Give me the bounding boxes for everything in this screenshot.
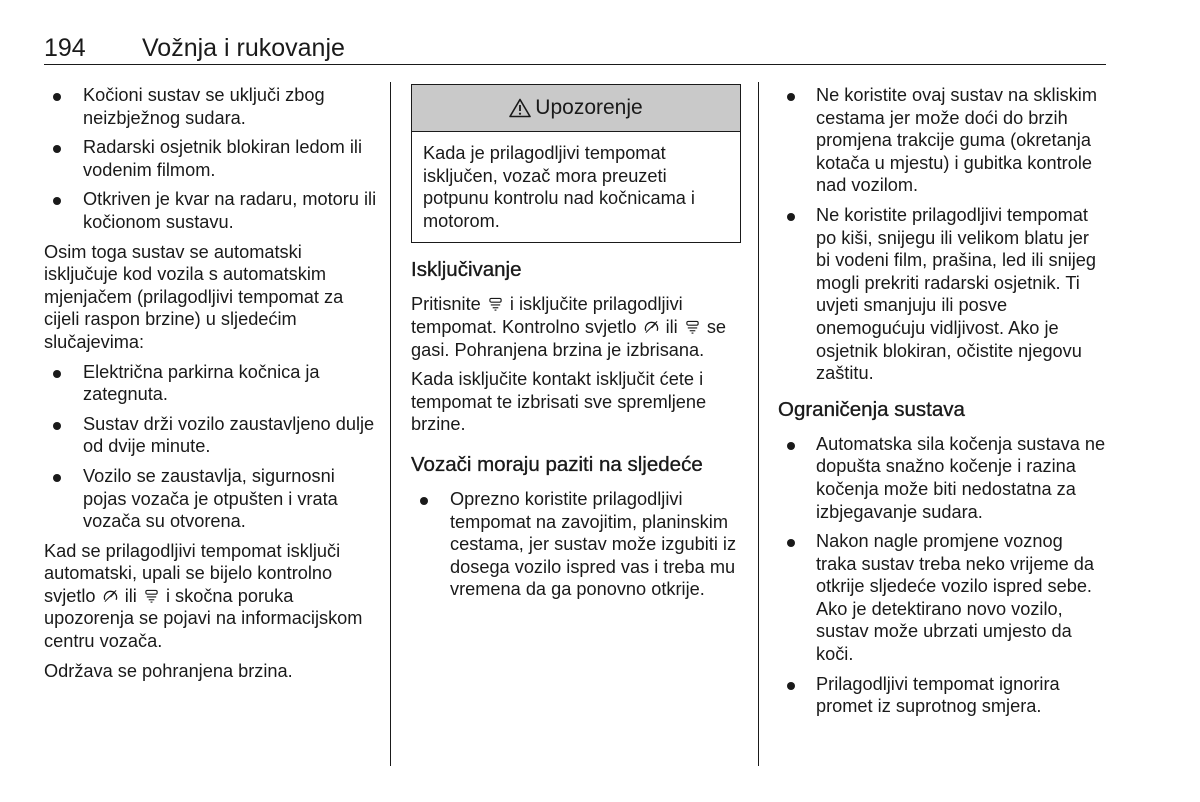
bullet-icon — [53, 422, 61, 430]
page-header — [44, 34, 1106, 65]
bullet-list — [778, 84, 1108, 385]
bullet-icon — [787, 682, 795, 690]
adaptive-cruise-control-icon — [488, 297, 503, 311]
bullet-list — [44, 84, 380, 234]
bullet-icon — [53, 93, 61, 101]
cruise-control-speedometer-icon — [103, 589, 118, 603]
bullet-icon — [53, 197, 61, 205]
bullet-list — [778, 433, 1108, 718]
section-heading: Ograničenja sustava — [778, 397, 965, 421]
section-heading: Vozači moraju paziti na sljedeće — [411, 452, 703, 476]
chapter-title: Vožnja i rukovanje — [142, 34, 345, 62]
adaptive-cruise-control-icon — [685, 320, 700, 334]
bullet-icon — [53, 145, 61, 153]
list-item: Kočioni sustav se uključi zbog neizbježnog sudara. — [44, 84, 380, 129]
bullet-icon — [53, 474, 61, 482]
list-item: Prilagodljivi tempomat ignorira promet iz suprotnog smjera. — [778, 673, 1108, 718]
bullet-icon — [787, 442, 795, 450]
column-divider — [390, 82, 391, 766]
warning-triangle-icon — [509, 98, 531, 118]
list-item: Električna parkirna kočnica ja zategnuta. — [44, 361, 380, 406]
bullet-list — [411, 488, 741, 601]
column-middle — [411, 84, 741, 608]
list-item: Automatska sila kočenja sustava ne dopušta snažno kočenje i razina kočenja može biti nedostatna za izbjegavanje sudara. — [778, 433, 1108, 523]
adaptive-cruise-control-icon — [144, 589, 159, 603]
bullet-icon — [53, 370, 61, 378]
list-item: Oprezno koristite prilagodljivi tempomat na zavojitim, planinskim cestama, jer sustav može izgubiti iz dosega vozilo ispred vas i treba mu vremena da ga ponovno otkrije. — [411, 488, 741, 601]
paragraph: Kada isključite kontakt isključit ćete i tempomat te izbrisati sve spremljene brzine. — [411, 369, 707, 435]
paragraph: Održava se pohranjena brzina. — [44, 660, 293, 681]
bullet-list — [44, 361, 380, 533]
bullet-icon — [787, 93, 795, 101]
list-item: Sustav drži vozilo zaustavljeno dulje od dvije minute. — [44, 413, 380, 458]
list-item: Vozilo se zaustavlja, sigurnosni pojas vozača je otpušten i vrata vozača su otvorena. — [44, 465, 380, 533]
warning-header — [412, 85, 740, 132]
paragraph: Pritisnite i isključite prilagodljivi tempomat. Kontrolno svjetlo ili se gasi. Pohranjena brzina je izbrisana. — [411, 294, 727, 360]
warning-title: Upozorenje — [535, 95, 643, 119]
bullet-icon — [787, 539, 795, 547]
paragraph: Osim toga sustav se automatski isključuje kod vozila s automatskim mjenjačem (prilagodljivi tempomat za cijeli raspon brzine) u sljedećim slučajevima: — [44, 241, 344, 352]
list-item: Ne koristite ovaj sustav na skliskim cestama jer može doći do brzih promjena trakcije guma (okretanja kotača u mjestu) i gubitka kontrole nad vozilom. — [778, 84, 1108, 197]
list-item: Ne koristite prilagodljivi tempomat po kiši, snijegu ili velikom blatu jer bi vodeni film, prašina, led ili snijeg mogli prekriti radarski osjetnik. Ti uvjeti smanjuju ili posve onemogućuju vidljivost. Ako je osjetnik blokiran, očistite njegovu zaštitu. — [778, 204, 1108, 385]
section-heading: Isključivanje — [411, 258, 522, 282]
warning-box — [411, 84, 741, 243]
paragraph: Kad se prilagodljivi tempomat isključi automatski, upali se bijelo kontrolno svjetlo ili i skočna poruka upozorenja se pojavi na informacijskom centru vozača. — [44, 540, 363, 652]
list-item: Radarski osjetnik blokiran ledom ili vodenim filmom. — [44, 136, 380, 181]
cruise-control-speedometer-icon — [644, 320, 659, 334]
bullet-icon — [787, 213, 795, 221]
page-number: 194 — [44, 34, 86, 62]
column-left — [44, 84, 380, 689]
warning-text: Kada je prilagodljivi tempomat isključen, vozač mora preuzeti potpunu kontrolu nad kočnicama i motorom. — [423, 143, 695, 231]
bullet-icon — [420, 497, 428, 505]
list-item: Otkriven je kvar na radaru, motoru ili kočionom sustavu. — [44, 188, 380, 233]
column-right — [778, 84, 1108, 725]
column-divider — [758, 82, 759, 766]
list-item: Nakon nagle promjene voznog traka sustav treba neko vrijeme da otkrije sljedeće vozilo ispred sebe. Ako je detektirano novo vozilo, sustav može ubrzati umjesto da koči. — [778, 530, 1108, 666]
